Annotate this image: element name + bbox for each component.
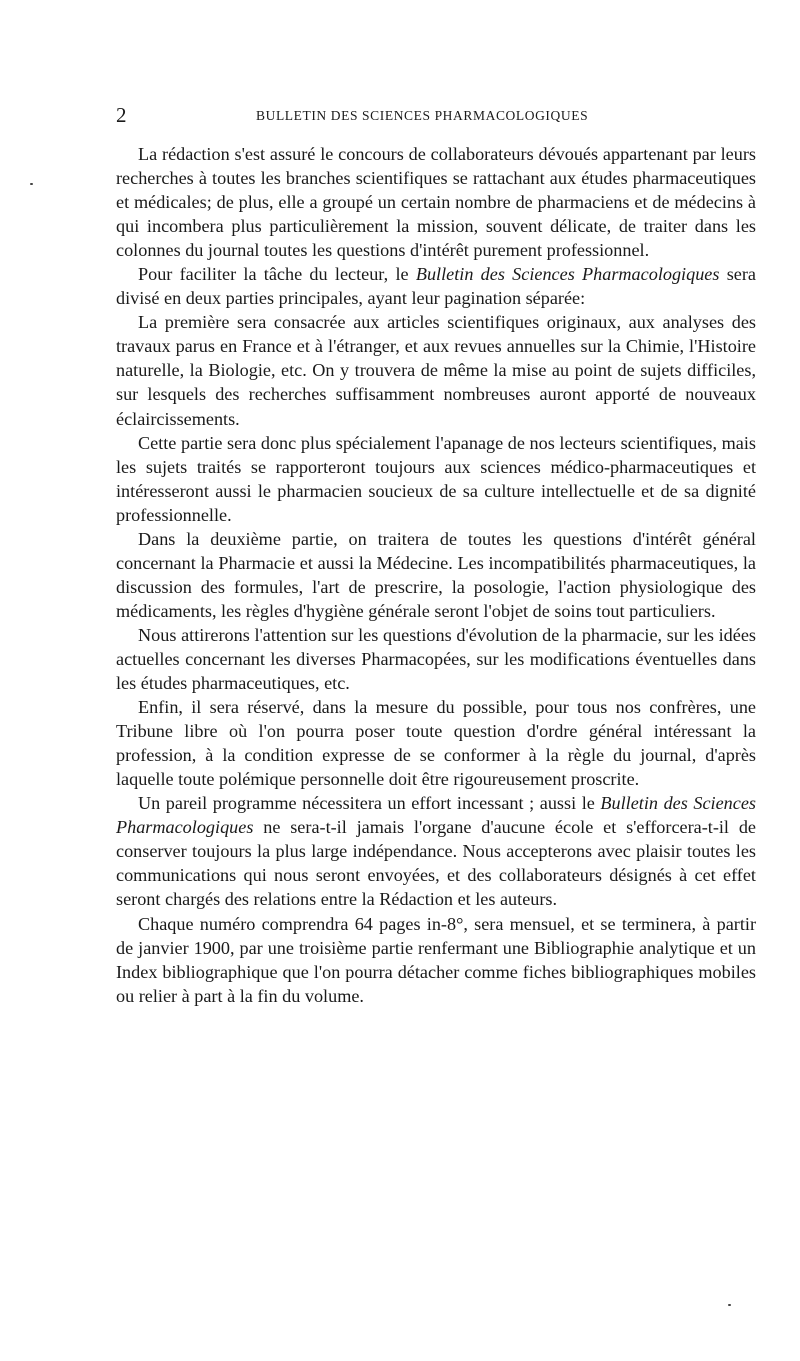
article-body — [116, 142, 756, 1008]
paragraph-text: Pour faciliter la tâche du lecteur, le — [138, 264, 416, 285]
paragraph-text: Cette partie sera donc plus spécialement l'apanage de nos lecteurs scientifiques, mais les sujets traités se rapporteront toujours aux sciences médico-pharmaceutiques et intéresseront aussi le pharmacien soucieux de sa culture intellectuelle et de sa dignité professionnelle. — [116, 432, 756, 525]
running-head — [116, 104, 756, 130]
document-page — [116, 104, 756, 1008]
paragraph-text: La première sera consacrée aux articles scientifiques originaux, aux analyses des travaux parus en France et à l'étranger, et aux revues annuelles sur la Chimie, l'Histoire naturelle, la Biologie, etc. On y trouvera de même la mise au point de sujets difficiles, sur lesquels des recherches suffisamment nombreuses auront apporté de nouveaux éclaircissements. — [116, 312, 756, 429]
journal-title-header: BULLETIN DES SCIENCES PHARMACOLOGIQUES — [256, 108, 589, 123]
paragraph-text: ne sera-t-il jamais l'organe d'aucune école et s'efforcera-t-il de conserver toujours la plus large indépendance. Nous accepterons avec plaisir toutes les communications qui nous seront envoyées, et des collaborateurs désignés à cet effet seront chargés des relations entre la Rédaction et les auteurs. — [116, 817, 756, 910]
paragraph — [116, 527, 756, 623]
paragraph — [116, 310, 756, 430]
paragraph — [116, 912, 756, 1008]
paragraph-text: Enfin, il sera réservé, dans la mesure du possible, pour tous nos confrères, une Tribune libre où l'on pourra poser toute question d'ordre général intéressant la profession, à la condition expresse de se conformer à la règle du journal, d'après laquelle toute polémique personnelle doit être rigoureusement proscrite. — [116, 697, 756, 790]
paragraph-text: Dans la deuxième partie, on traitera de toutes les questions d'intérêt général concernant la Pharmacie et aussi la Médecine. Les incompatibilités pharmaceutiques, la discussion des formules, l'art de prescrire, la posologie, l'action physiologique des médicaments, les règles d'hygiène générale seront l'objet de soins tout particuliers. — [116, 528, 756, 621]
paragraph — [116, 431, 756, 527]
paragraph — [116, 142, 756, 262]
journal-name-italic: Bulletin des Sciences Pharmacologiques — [415, 264, 720, 285]
page-number: 2 — [116, 103, 127, 127]
ink-speck — [30, 183, 33, 185]
journal-name-italic: Bulletin des Sciences Pharmacologiques — [116, 793, 756, 838]
paragraph-text: Nous attirerons l'attention sur les questions d'évolution de la pharmacie, sur les idées actuelles concernant les diverses Pharmacopées, sur les modifications éventuelles dans les études pharmaceutiques, etc. — [116, 624, 756, 694]
paragraph-text: sera divisé en deux parties principales, ayant leur pagination séparée: — [116, 264, 756, 309]
paragraph — [116, 695, 756, 791]
paragraph-text: Un pareil programme nécessitera un effort incessant ; aussi le — [138, 793, 601, 814]
paragraph-text: La rédaction s'est assuré le concours de collaborateurs dévoués appartenant par leurs recherches à toutes les branches scientifiques se rattachant aux études pharmaceutiques et médicales; de plus, elle a groupé un certain nombre de pharmaciens et de médecins à qui incombera plus particulièrement la mission, souvent délicate, de traiter dans les colonnes du journal toutes les questions d'intérêt purement professionnel. — [116, 144, 756, 261]
paragraph — [116, 623, 756, 695]
ink-speck — [728, 1304, 731, 1306]
paragraph-text: Chaque numéro comprendra 64 pages in-8°, sera mensuel, et se terminera, à partir de janvier 1900, par une troisième partie renfermant une Bibliographie analytique et un Index bibliographique que l'on pourra détacher comme fiches bibliographiques mobiles ou relier à part à la fin du volume. — [116, 913, 756, 1006]
paragraph — [116, 791, 756, 911]
paragraph — [116, 262, 756, 310]
